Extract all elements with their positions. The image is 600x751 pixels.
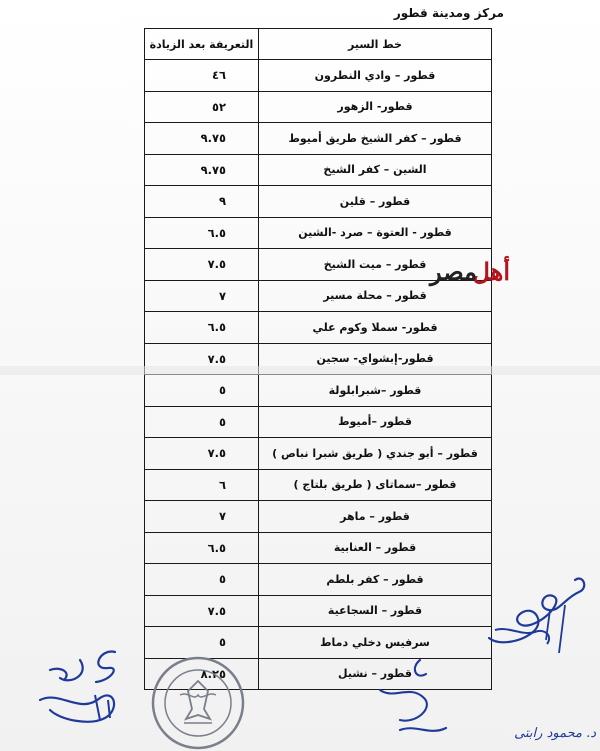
- table-row: [145, 595, 492, 627]
- fare-cell: ٧.٥: [145, 438, 259, 470]
- route-cell: قطور - العتوة – صرد -الشين: [259, 217, 492, 249]
- fare-cell: ٥: [145, 406, 259, 438]
- fare-cell: ٧.٥: [145, 343, 259, 375]
- table-row: [145, 91, 492, 123]
- table-row: [145, 312, 492, 344]
- fare-cell: ٥: [145, 564, 259, 596]
- table-row: [145, 406, 492, 438]
- route-cell: قطور – ماهر: [259, 501, 492, 533]
- table-row: [145, 123, 492, 155]
- signatory-name: د. محمود رابتی: [514, 726, 596, 741]
- fare-cell: ٦: [145, 469, 259, 501]
- document-heading: مركز ومدينة قطور: [393, 6, 504, 20]
- table-header-row: [145, 29, 492, 60]
- signature-right-top: [455, 570, 600, 690]
- route-cell: قطور – ميت الشيخ: [259, 249, 492, 281]
- table-row: [145, 564, 492, 596]
- fare-cell: ٨.٢٥: [145, 658, 259, 690]
- route-cell: قطور – العنابية: [259, 532, 492, 564]
- route-cell: قطور – السجاعية: [259, 595, 492, 627]
- ahl-masr-logo: [430, 258, 510, 288]
- route-cell: قطور – قلين: [259, 186, 492, 218]
- route-cell: قطور –أميوط: [259, 406, 492, 438]
- route-cell: قطور – كفر الشيخ طريق أميوط: [259, 123, 492, 155]
- official-stamp: [150, 655, 246, 751]
- route-cell: قطور –شبرابلولة: [259, 375, 492, 407]
- route-cell: قطور – نشيل: [259, 658, 492, 690]
- route-cell: قطور – أبو جندي ( طريق شبرا نباص ): [259, 438, 492, 470]
- route-cell: الشين – كفر الشيخ: [259, 154, 492, 186]
- fare-cell: ٧.٥: [145, 249, 259, 281]
- route-cell: قطور – وادي النطرون: [259, 60, 492, 92]
- fare-cell: ٩: [145, 186, 259, 218]
- table-row: [145, 217, 492, 249]
- table-row: [145, 186, 492, 218]
- fare-cell: ٩.٧٥: [145, 154, 259, 186]
- table-row: [145, 501, 492, 533]
- fare-cell: ٧.٥: [145, 595, 259, 627]
- table-row: [145, 154, 492, 186]
- table-row: [145, 375, 492, 407]
- fare-cell: ٥: [145, 375, 259, 407]
- route-cell: قطور- الزهور: [259, 91, 492, 123]
- fare-cell: ٦.٥: [145, 532, 259, 564]
- fare-cell: ٥: [145, 627, 259, 659]
- table-row: [145, 532, 492, 564]
- fare-cell: ٧: [145, 280, 259, 312]
- route-cell: قطور – كفر بلطم: [259, 564, 492, 596]
- fare-cell: ٤٦: [145, 60, 259, 92]
- fare-column-header: التعريفة بعد الزيادة: [145, 29, 259, 60]
- fare-cell: ٦.٥: [145, 217, 259, 249]
- table-row: [145, 60, 492, 92]
- route-cell: قطور –سماتاى ( طريق بلتاج ): [259, 469, 492, 501]
- logo-word-dark: مصر: [430, 257, 477, 286]
- table-row: [145, 438, 492, 470]
- fare-cell: ٥٢: [145, 91, 259, 123]
- fare-table: [144, 28, 492, 690]
- scan-band: [0, 366, 600, 375]
- signature-right-bottom: [360, 650, 470, 750]
- route-cell: قطور-إبشواي- سجين: [259, 343, 492, 375]
- fare-cell: ٦.٥: [145, 312, 259, 344]
- signature-left: [20, 640, 140, 730]
- route-column-header: خط السير: [259, 29, 492, 60]
- route-cell: قطور – محلة مسير: [259, 280, 492, 312]
- route-cell: سرفيس دخلي دماط: [259, 627, 492, 659]
- fare-cell: ٩.٧٥: [145, 123, 259, 155]
- fare-cell: ٧: [145, 501, 259, 533]
- table-row: [145, 469, 492, 501]
- route-cell: قطور- سملا وكوم علي: [259, 312, 492, 344]
- logo-word-red: أهل: [472, 257, 510, 286]
